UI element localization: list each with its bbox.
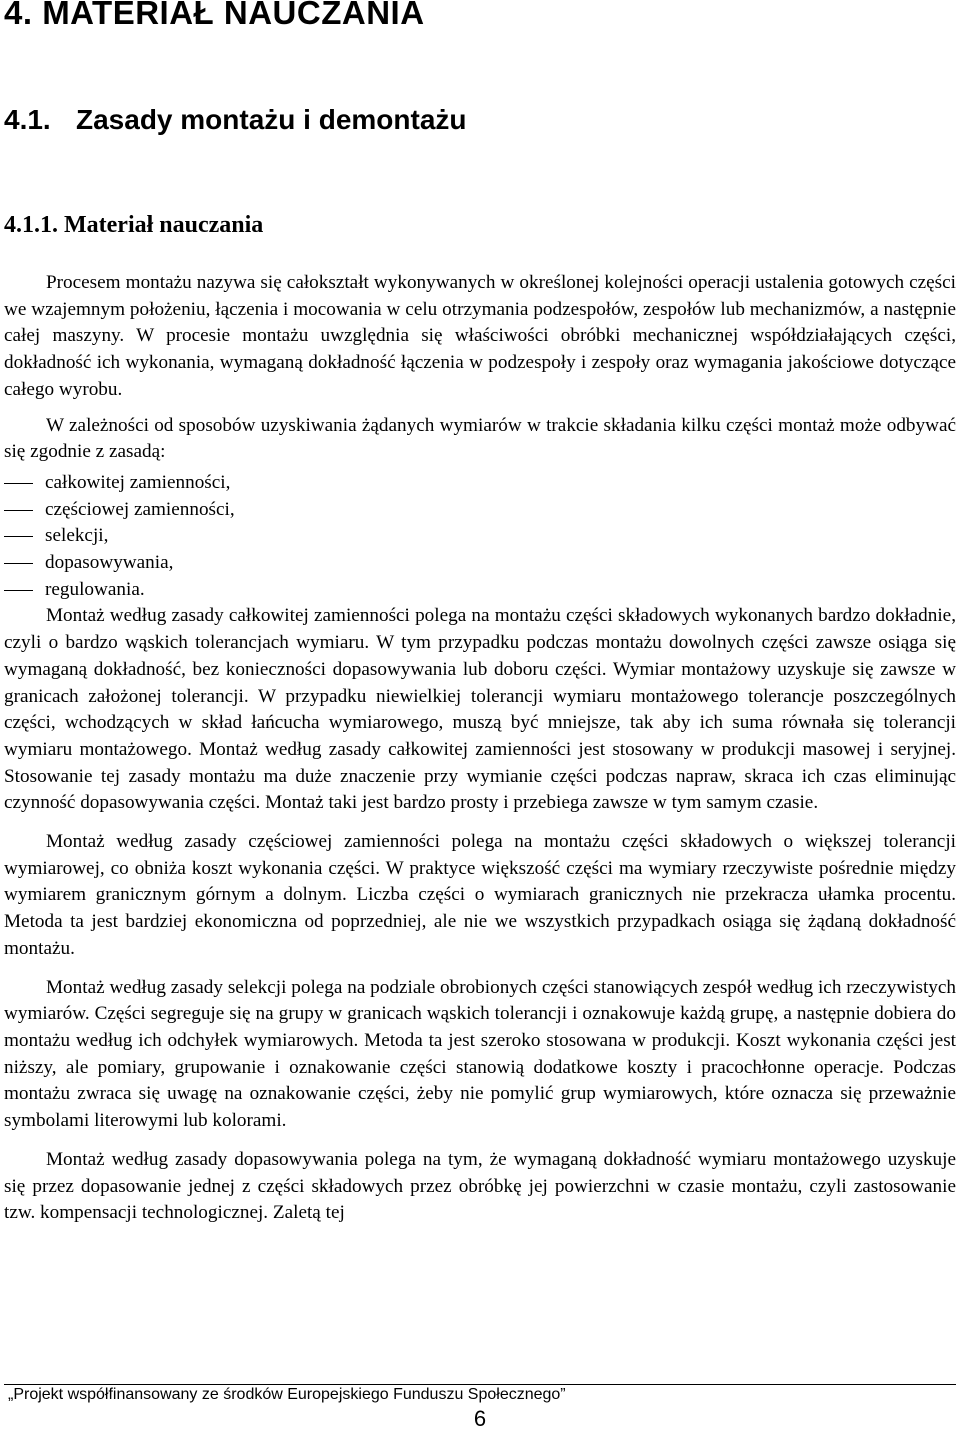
- paragraph-fitting: Montaż według zasady dopasowywania polega na tym, że wymaganą dokładność wymiaru montażowego uzyskuje się przez dopasowanie jednej z części składowych przez obróbkę jej powierzchni w czasie montażu, czyli zastosowanie tzw. kompensacji technologicznej. Zaletą tej: [4, 1148, 956, 1224]
- chapter-heading: 4. MATERIAŁ NAUCZANIA: [4, 0, 425, 31]
- paragraph-selection: Montaż według zasady selekcji polega na podziale obrobionych części stanowiących zespół według ich rzeczywistych wymiarów. Części segreguje się na grupy w granicach wąskich tolerancji i oznakowuje każdą grupę, a następnie dobiera do montażu według ich odchyłek wymiarowych. Metoda ta jest szeroko stosowana w produkcji. Koszt wykonania części jest niższy, ale pomiary, grupowanie i oznakowanie części stanowią dodatkowe koszty i pracochłonne operacje. Podczas montażu zwraca się uwagę na oznakowanie części, żeby nie pomylić grup wymiarowych, które oznacza się przeważnie symbolami literowymi lub kolorami.: [4, 976, 956, 1132]
- paragraph-assembly-principles-intro: W zależności od sposobów uzyskiwania żądanych wymiarów w trakcie składania kilku części montaż może odbywać się zgodnie z zasadą:: [4, 414, 956, 463]
- body-text: [4, 270, 956, 1227]
- dash-bullet-icon: [4, 536, 33, 537]
- section-number: 4.1.: [4, 104, 51, 135]
- list-item: selekcji,: [4, 523, 956, 550]
- dash-bullet-icon: [4, 510, 33, 511]
- paragraph-full-interchangeability: Montaż według zasady całkowitej zamienności polega na montażu części składowych wykonanych bardzo dokładnie, czyli o bardzo wąskich tolerancjach wymiaru. W tym przypadku podczas montażu dowolnych części zawsze osiąga się wymaganą dokładność, bez konieczności dopasowywania lub doboru części. Wymiar montażowy uzyskuje się zawsze w granicach założonej tolerancji. W przypadku niewielkiej tolerancji wymiaru montażowego tolerancje poszczególnych części, wchodzących w skład łańcucha wymiarowego, muszą być mniejsze, tak aby ich suma równała się tolerancji wymiaru montażowego. Montaż według zasady całkowitej zamienności jest stosowany w produkcji masowej i seryjnej. Stosowanie tej zasady montażu ma duże znaczenie przy wymianie części podczas napraw, skraca ich czas eliminując czynność dopasowywania części. Montaż taki jest bardzo prosty i przebiega zawsze w tym samym czasie.: [4, 605, 956, 814]
- list-item: całkowitej zamienności,: [4, 470, 956, 497]
- paragraph-partial-interchangeability: Montaż według zasady częściowej zamienności polega na montażu części składowych o większej tolerancji wymiarowej, co obniża koszt wykonania części. W praktyce większość części ma wymiary rzeczywiste pośrednie między wymiarem granicznym górnym a dolnym. Liczba części o wymiarach granicznych nie przekracza ułamka procentu. Metoda ta jest bardziej ekonomiczna od poprzedniej, ale nie we wszystkich przypadkach osiąga się żądaną dokładność montażu.: [4, 831, 956, 959]
- list-item: dopasowywania,: [4, 550, 956, 577]
- list-item: regulowania.: [4, 577, 956, 604]
- section-heading: [4, 104, 467, 136]
- section-title: Zasady montażu i demontażu: [76, 104, 467, 135]
- footer-divider: [4, 1384, 956, 1385]
- dash-bullet-icon: [4, 590, 33, 591]
- dash-bullet-icon: [4, 483, 33, 484]
- page-number: 6: [473, 1406, 487, 1431]
- principles-list: [4, 470, 956, 604]
- list-item: częściowej zamienności,: [4, 497, 956, 524]
- footer-funding-note: „Projekt współfinansowany ze środków Europejskiego Funduszu Społecznego”: [8, 1386, 566, 1403]
- subsection-heading: 4.1.1. Materiał nauczania: [4, 212, 264, 238]
- dash-bullet-icon: [4, 563, 33, 564]
- paragraph-assembly-definition: Procesem montażu nazywa się całokształt wykonywanych w określonej kolejności operacji ustalenia gotowych części we wzajemnym położeniu, łączenia i mocowania w celu otrzymania podzespołów, zespołów lub mechanizmów, a następnie całej maszyny. W procesie montażu uwzględnia się właściwości obróbki mechanicznej współdziałających części, dokładność ich wykonania, wymaganą dokładność łączenia w podzespoły i zespoły oraz wymagania jakościowe dotyczące całego wyrobu.: [4, 272, 956, 400]
